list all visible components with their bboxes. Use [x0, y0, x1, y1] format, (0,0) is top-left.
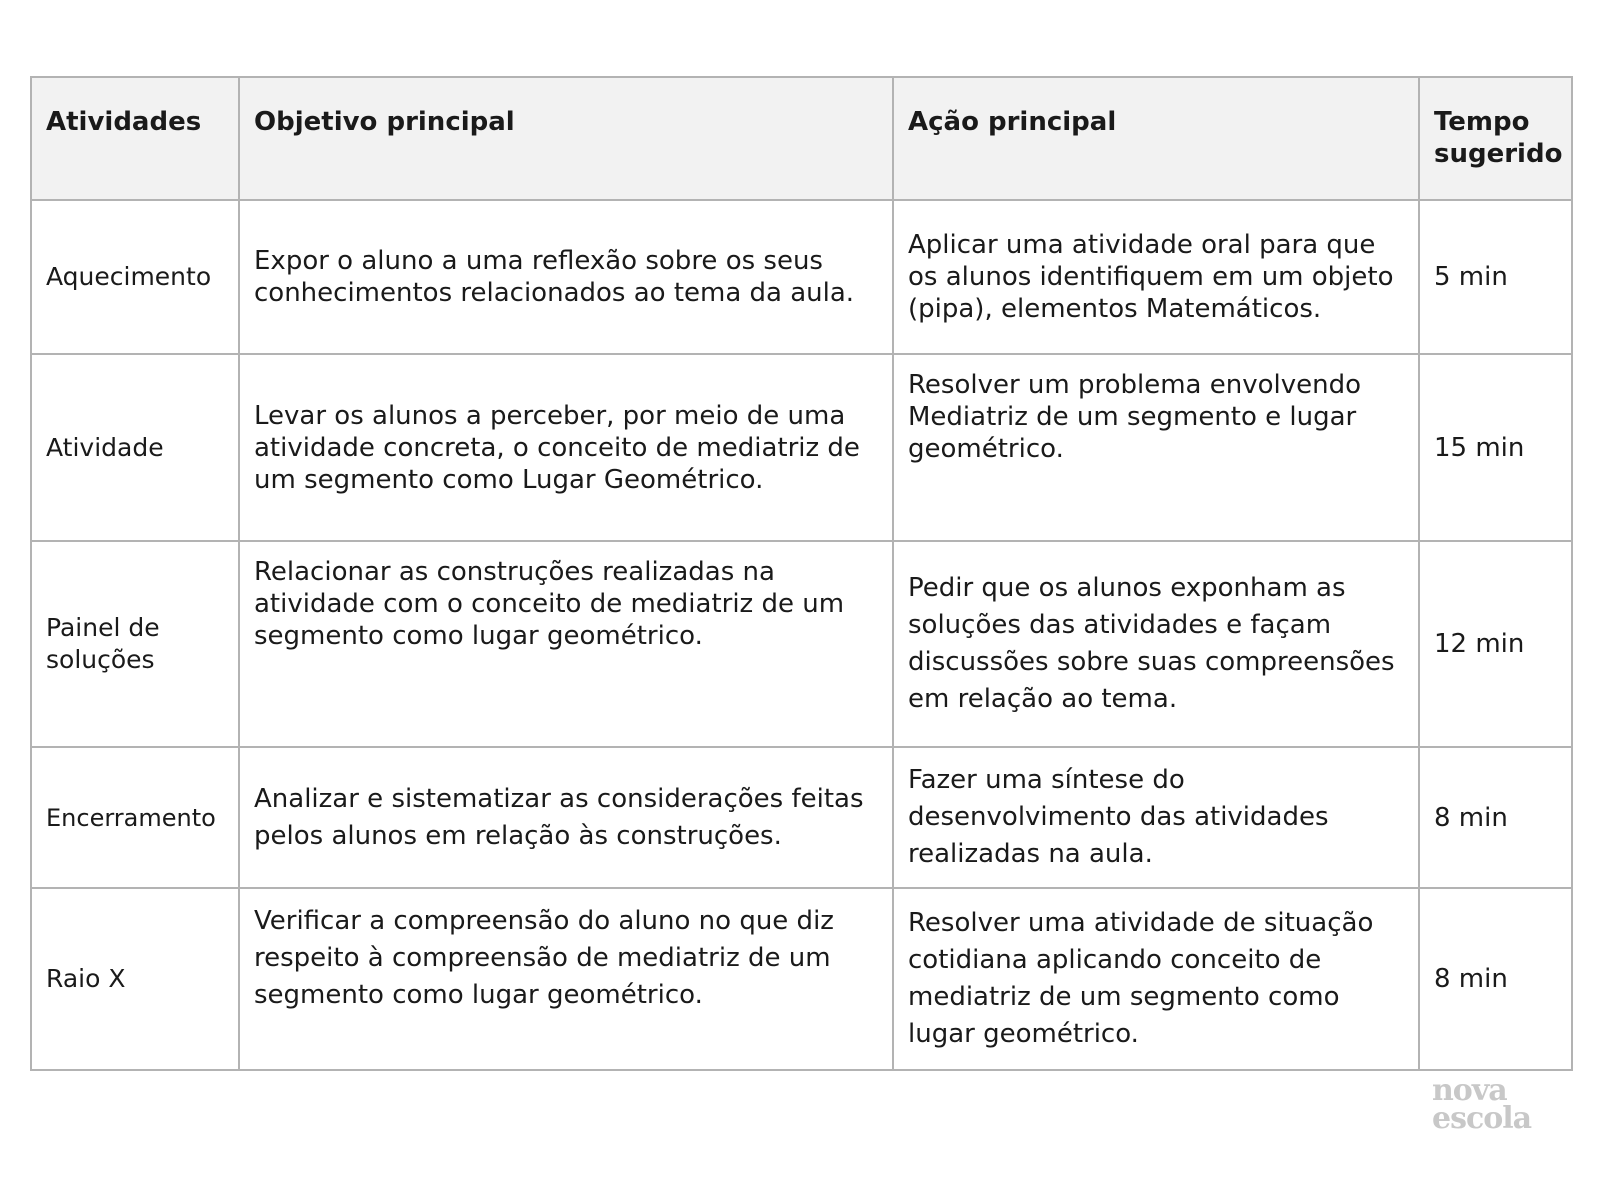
table-row — [31, 354, 1572, 541]
cell-objetivo: Expor o aluno a uma reflexão sobre os seus conhecimentos relacionados ao tema da aula. — [239, 200, 893, 354]
cell-acao: Pedir que os alunos exponham as soluções das atividades e façam discussões sobre suas compreensões em relação ao tema. — [893, 541, 1419, 747]
header-atividades: Atividades — [31, 77, 239, 200]
cell-tempo: 12 min — [1419, 541, 1572, 747]
nova-escola-logo — [1432, 1073, 1562, 1136]
cell-tempo: 15 min — [1419, 354, 1572, 541]
lesson-plan-table — [30, 76, 1573, 1071]
cell-acao: Resolver uma atividade de situação cotidiana aplicando conceito de mediatriz de um segmento como lugar geométrico. — [893, 888, 1419, 1070]
cell-objetivo: Verificar a compreensão do aluno no que diz respeito à compreensão de mediatriz de um segmento como lugar geométrico. — [239, 888, 893, 1070]
cell-tempo: 8 min — [1419, 747, 1572, 888]
table-row — [31, 200, 1572, 354]
cell-acao: Fazer uma síntese do desenvolvimento das atividades realizadas na aula. — [893, 747, 1419, 888]
cell-atividade: Aquecimento — [31, 200, 239, 354]
cell-acao: Aplicar uma atividade oral para que os alunos identifiquem em um objeto (pipa), elementos Matemáticos. — [893, 200, 1419, 354]
table-row — [31, 888, 1572, 1070]
cell-atividade: Raio X — [31, 888, 239, 1070]
header-row — [31, 77, 1572, 200]
cell-atividade: Encerramento — [31, 747, 239, 888]
table-row — [31, 747, 1572, 888]
cell-atividade: Painel de soluções — [31, 541, 239, 747]
table-row — [31, 541, 1572, 747]
cell-tempo: 8 min — [1419, 888, 1572, 1070]
header-objetivo-principal: Objetivo principal — [239, 77, 893, 200]
logo-line-nova: nova — [1432, 1073, 1507, 1108]
logo-line-escola: escola — [1432, 1101, 1532, 1136]
cell-tempo: 5 min — [1419, 200, 1572, 354]
cell-objetivo: Analizar e sistematizar as considerações feitas pelos alunos em relação às construções. — [239, 747, 893, 888]
cell-objetivo: Levar os alunos a perceber, por meio de uma atividade concreta, o conceito de mediatriz de um segmento como Lugar Geométrico. — [239, 354, 893, 541]
table-header — [31, 77, 1572, 200]
cell-objetivo: Relacionar as construções realizadas na atividade com o conceito de mediatriz de um segmento como lugar geométrico. — [239, 541, 893, 747]
table-body — [31, 200, 1572, 1070]
header-acao-principal: Ação principal — [893, 77, 1419, 200]
cell-acao: Resolver um problema envolvendo Mediatriz de um segmento e lugar geométrico. — [893, 354, 1419, 541]
cell-atividade: Atividade — [31, 354, 239, 541]
header-tempo-sugerido: Tempo sugerido — [1419, 77, 1572, 200]
